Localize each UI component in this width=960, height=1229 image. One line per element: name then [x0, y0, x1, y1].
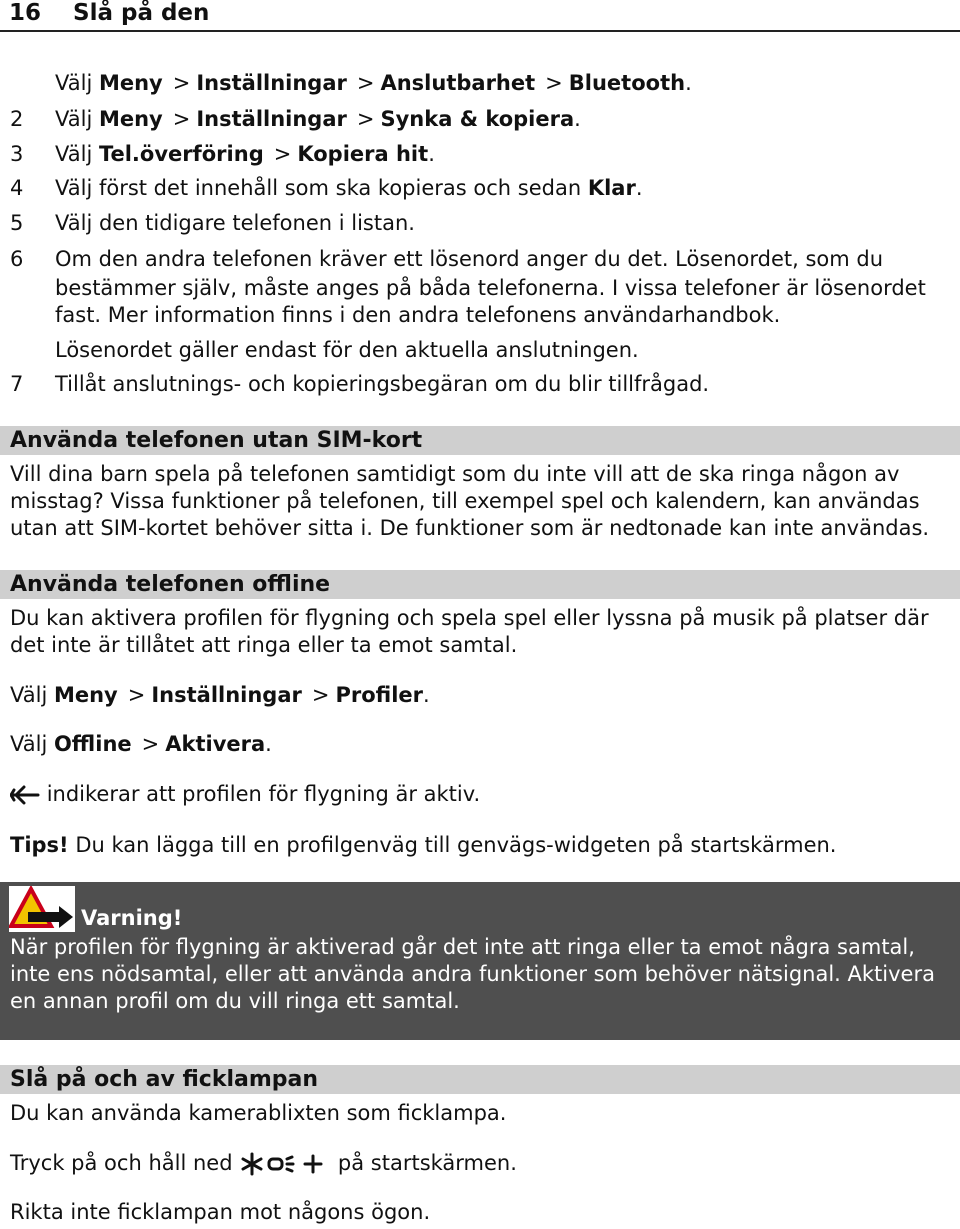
- menu-path-profiles: Välj Meny > Inställningar > Profiler.: [10, 683, 430, 707]
- flashlight-key-icon: [239, 1151, 331, 1177]
- tip-line: Tips! Du kan lägga till en profilgenväg till genvägs-widgeten på startskärmen.: [10, 833, 837, 857]
- warning-title: Varning!: [81, 906, 183, 930]
- section-flashlight-body: Du kan använda kamerablixten som ficklampa.: [10, 1101, 507, 1125]
- tip-label: Tips!: [10, 833, 69, 857]
- page-header: [0, 0, 960, 32]
- menu-path-offline: Välj Offline > Aktivera.: [10, 732, 272, 756]
- page-title: Slå på den: [73, 0, 210, 26]
- warning-hand-icon: [9, 886, 75, 932]
- page-number: 16: [9, 0, 42, 26]
- section-heading-flashlight: Slå på och av ficklampan: [0, 1065, 960, 1094]
- warning-text: När profilen för flygning är aktiverad går det inte att ringa eller ta emot några samtal, inte ens nödsamtal, eller att använda andra funktioner som behöver nätsignal. Aktivera en annan profil om du vill ringa ett samtal.: [10, 935, 935, 1013]
- airplane-icon: [10, 784, 40, 806]
- section-sim-body: Vill dina barn spela på telefonen samtidigt som du inte vill att de ska ringa någon av misstag? Vissa funktioner på telefonen, till exempel spel och kalendern, kan användas utan att SIM-kortet behöver sitta i. De funktioner som är nedtonade kan inte användas.: [10, 462, 930, 540]
- warning-box: [0, 882, 960, 1040]
- flashlight-caution: Rikta inte ficklampan mot någons ögon.: [10, 1200, 431, 1224]
- section-heading-sim: Använda telefonen utan SIM-kort: [0, 426, 960, 455]
- press-key-line: Tryck på och håll ned på startskärmen.: [10, 1151, 517, 1175]
- section-heading-offline: Använda telefonen offline: [0, 570, 960, 599]
- section-offline-body: Du kan aktivera profilen för flygning och spela spel eller lyssna på musik på platser där det inte är tillåtet att ringa eller ta emot samtal.: [10, 606, 929, 657]
- flight-indicator-line: indikerar att profilen för flygning är aktiv.: [10, 781, 480, 808]
